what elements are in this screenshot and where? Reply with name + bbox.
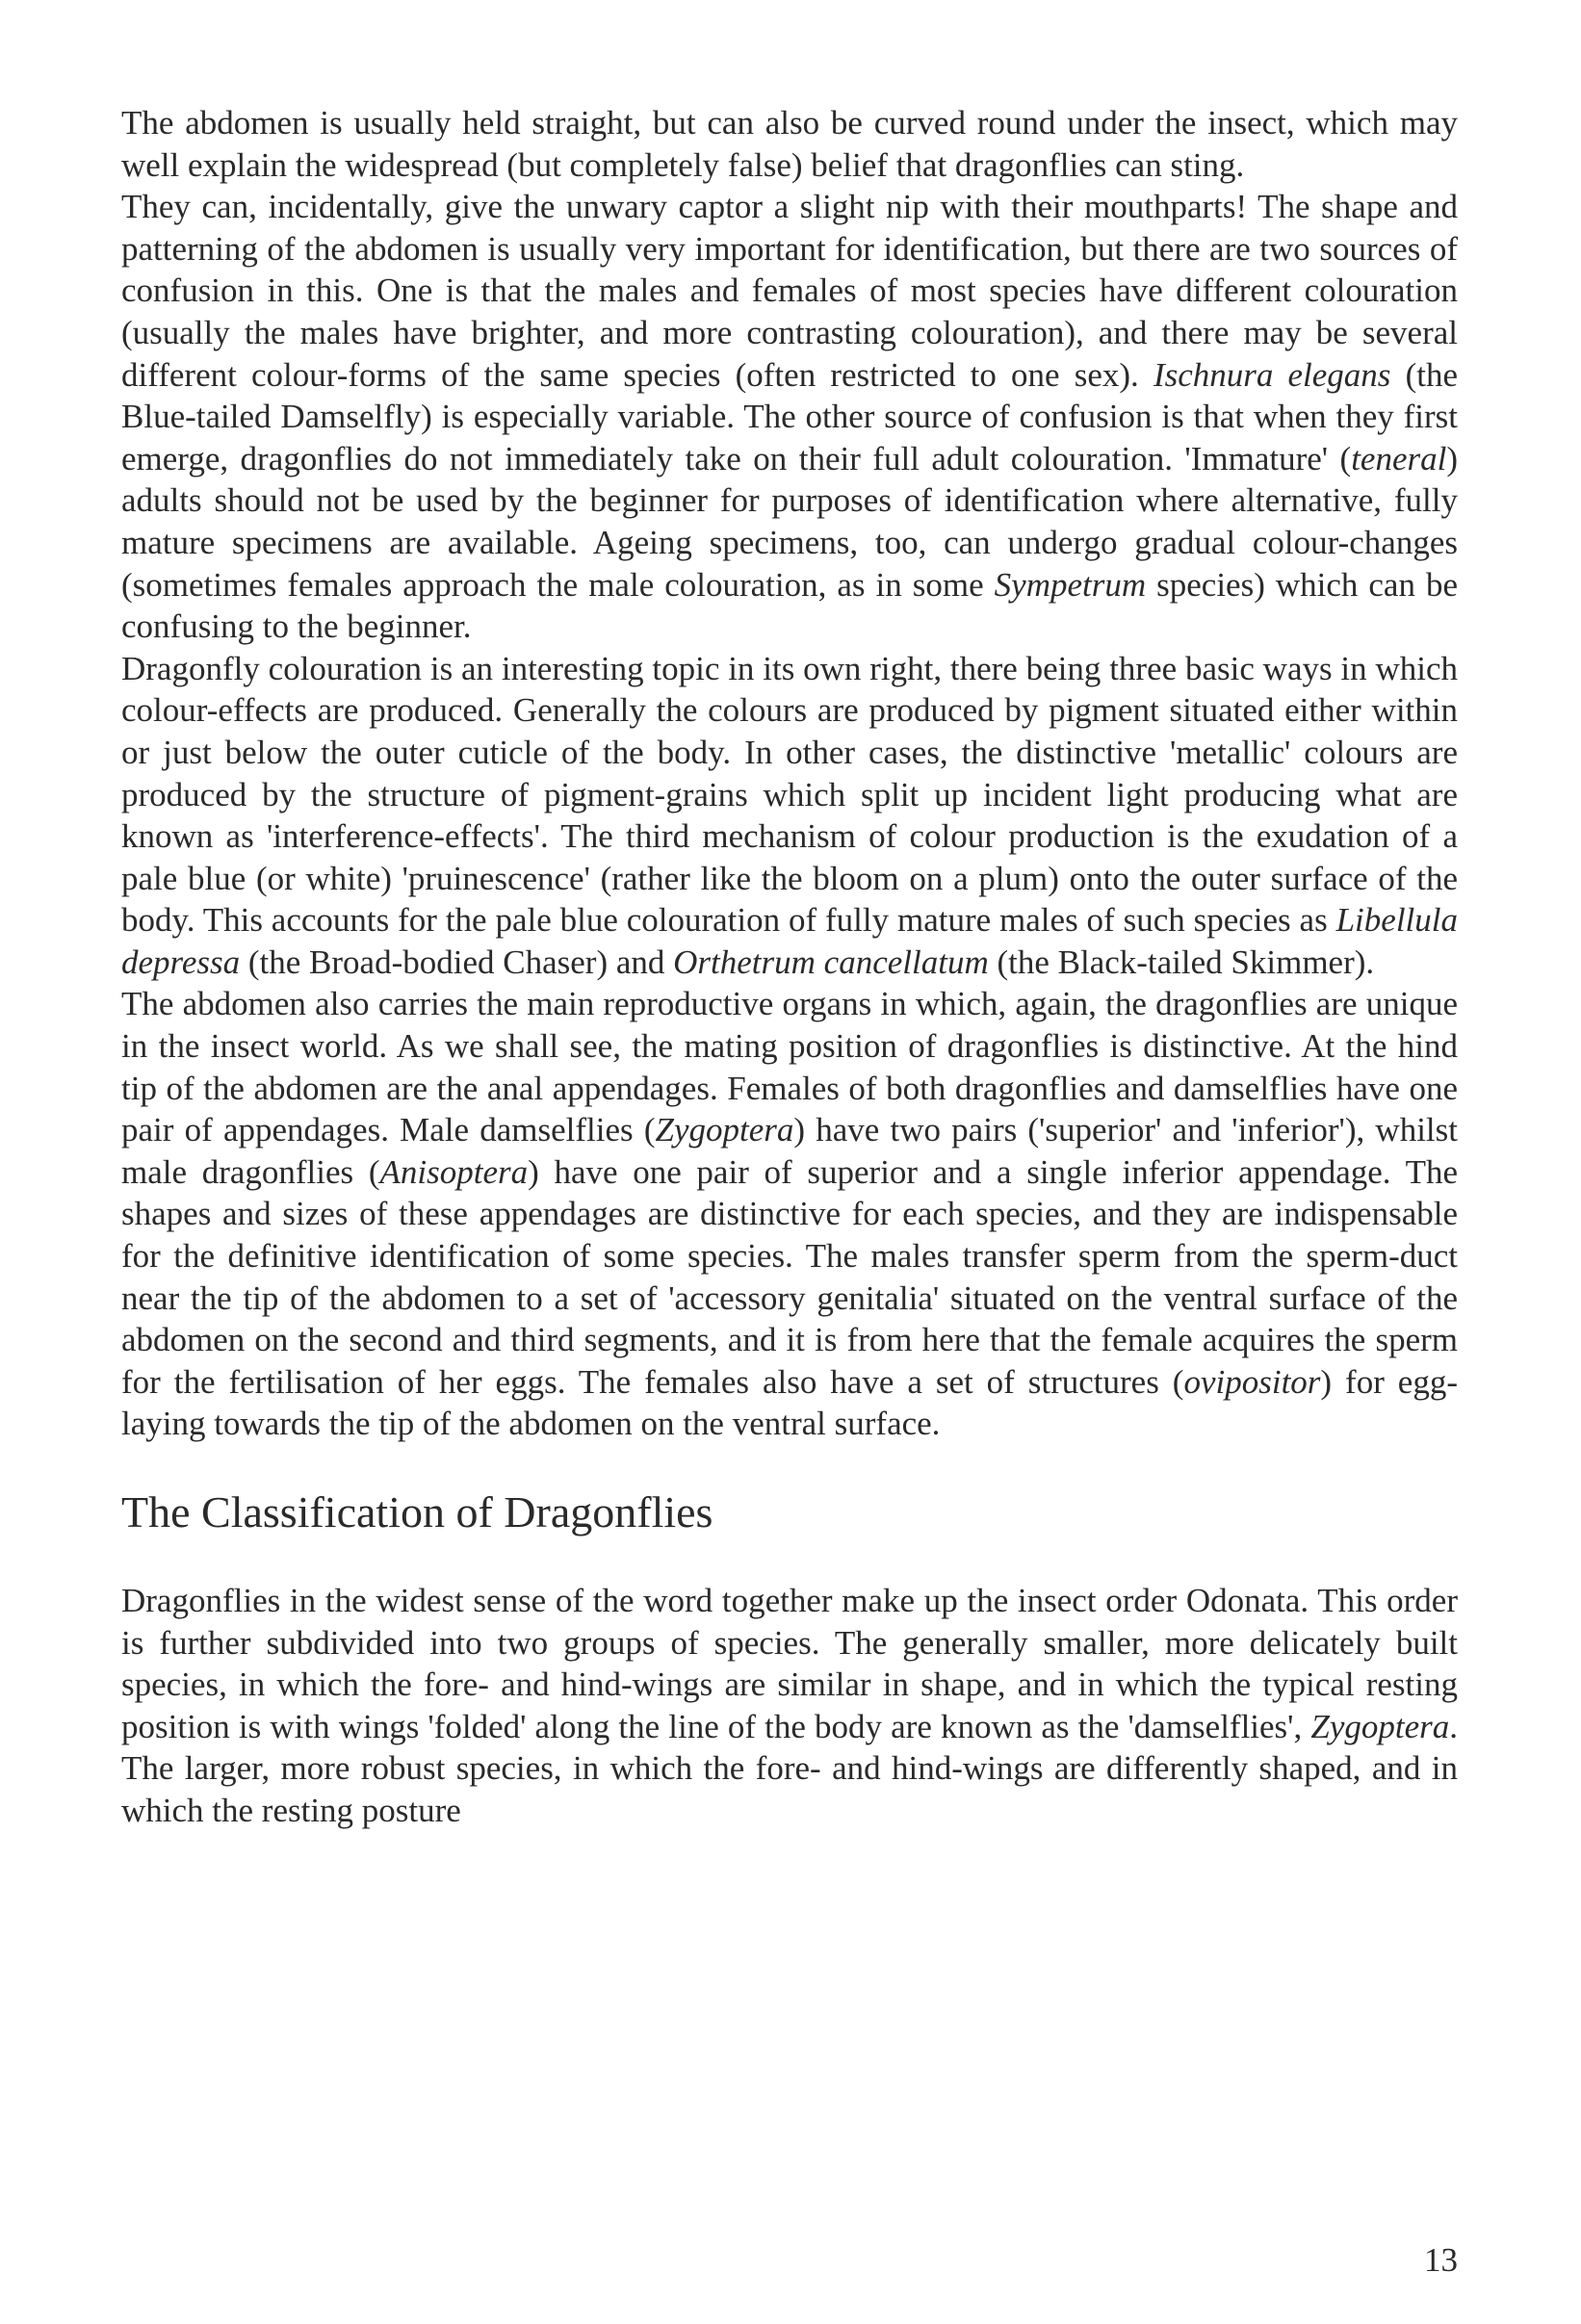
text-run: Dragonfly colouration is an interesting topic in its own right, there being three basic ways in which colour-effects are produced. Generally the colours are produced by pigment situated either within or just below the outer cuticle of the body. In other cases, the distinctive 'metallic' colours are produced by the structure of pigment-grains which split up incident light producing what are known as 'interference-effects'. The third mechanism of colour production is the exudation of a pale blue (or white) 'pruinescence' (rather like the bloom on a plum) onto the outer surface of the body. This accounts for the pale blue colouration of fully mature males of such species as — [121, 649, 1458, 940]
text-run: ) have two pairs ('superior' and 'inferior'), whilst male dragonflies ( — [121, 1111, 1458, 1191]
species-name: Ischnura elegans — [1153, 355, 1391, 394]
term: ovipositor — [1183, 1362, 1321, 1401]
genus-name: Sympetrum — [994, 565, 1147, 604]
text-run: They can, incidentally, give the unwary captor a slight nip with their mouthparts! The shape and patterning of the abdomen is usually very important for identification, but there are two sources of confusion in this. One is that the males and females of most species have different colouration (usually the males have brighter, and more contrasting colouration), and there may be several different colour-forms of the same species (often restricted to one sex). — [121, 188, 1458, 394]
text-run: The abdomen also carries the main reproductive organs in which, again, the dragonflies are unique in the insect world. As we shall see, the mating position of dragonflies is distinctive. At the hind tip of the abdomen are the anal appendages. Females of both dragonflies and damselflies have one pair of appendages. Male damselflies ( — [121, 985, 1458, 1149]
paragraph-reproductive-organs — [121, 983, 1458, 1445]
text-run: Dragonflies in the widest sense of the word together make up the insect order Odonata. This order is further subdivided into two groups of species. The generally smaller, more delicately built species, in which the fore- and hind-wings are similar in shape, and in which the typical resting position is with wings 'folded' along the line of the body are known as the 'damselflies', — [121, 1582, 1458, 1745]
text-run: . The larger, more robust species, in which the fore- and hind-wings are differently shaped, and in which the resting posture — [121, 1707, 1458, 1829]
text-run: ) for egg-laying towards the tip of the abdomen on the ventral surface. — [121, 1362, 1458, 1443]
term: Zygoptera — [655, 1111, 794, 1149]
term: Anisoptera — [379, 1152, 529, 1191]
text-run: species) which can be confusing to the beginner. — [121, 565, 1458, 646]
paragraph-classification — [121, 1580, 1458, 1832]
text-run: The abdomen is usually held straight, but can also be curved round under the insect, which may well explain the widespread (but completely false) belief that dragonflies can sting. — [121, 104, 1458, 184]
text-run: (the Blue-tailed Damselfly) is especially variable. The other source of confusion is that when they first emerge, dragonflies do not immediately take on their full adult colouration. 'Immature' ( — [121, 355, 1458, 478]
paragraph-abdomen-intro — [121, 102, 1458, 648]
body-text — [121, 102, 1458, 1832]
text-run: ) adults should not be used by the beginner for purposes of identification where alternative, fully mature specimens are available. Ageing specimens, too, can undergo gradual colour-changes (sometimes females approach the male colouration, as in some — [121, 439, 1458, 604]
page-number: 13 — [1424, 2241, 1458, 2279]
term: Zygoptera — [1310, 1707, 1450, 1745]
species-name: Orthetrum cancellatum — [673, 943, 989, 981]
species-name: Libellula depressa — [121, 901, 1458, 981]
text-run: (the Broad-bodied Chaser) and — [240, 943, 674, 981]
section-heading: The Classification of Dragonflies — [121, 1487, 713, 1536]
term: teneral — [1351, 439, 1447, 478]
text-run: ) have one pair of superior and a single inferior appendage. The shapes and sizes of these appendages are distinctive for each species, and they are indispensable for the definitive identification of some species. The males transfer sperm from the sperm-duct near the tip of the abdomen to a set of 'accessory genitalia' situated on the ventral surface of the abdomen on the second and third segments, and it is from here that the female acquires the sperm for the fertilisation of her eggs. The females also have a set of structures ( — [121, 1152, 1458, 1401]
text-run: (the Black-tailed Skimmer). — [988, 943, 1375, 981]
paragraph-colouration — [121, 648, 1458, 984]
